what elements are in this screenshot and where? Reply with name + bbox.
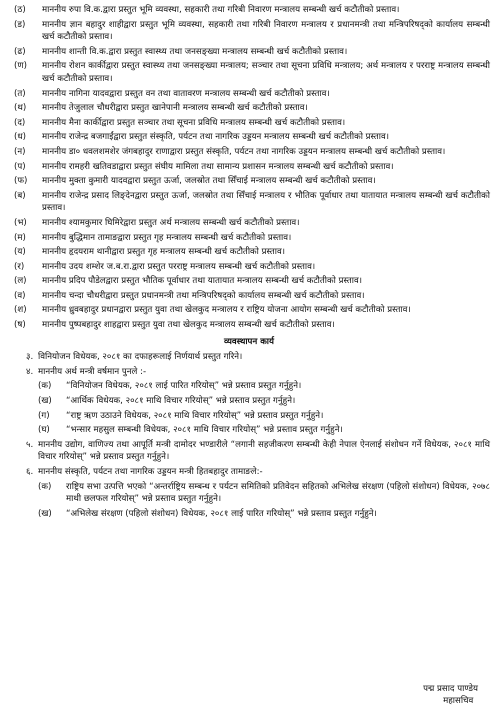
list-item bbox=[8, 261, 490, 274]
item-text: माननीय डा० धवलशमशेर जंगबहादुर राणाद्वारा प्रस्तुत संस्कृति, पर्यटन तथा नागरिक उड्डयन मन्त्रालय सम्बन्धी खर्च कटौतीको प्रस्ताव। bbox=[42, 146, 446, 157]
sub-item-label: (ख) bbox=[38, 396, 52, 407]
list-item bbox=[8, 60, 490, 85]
list-item bbox=[8, 246, 490, 259]
agenda-number: ५. bbox=[26, 439, 34, 450]
agenda-6-subitems bbox=[8, 481, 490, 521]
sub-item-text: “आर्थिक विधेयक, २०८१ माथि विचार गरियोस्” भन्ने प्रस्ताव प्रस्तुत गर्नुहुने। bbox=[66, 396, 296, 407]
item-label: (व) bbox=[14, 290, 26, 301]
agenda-4-subitems bbox=[8, 380, 490, 436]
signatory-name: पद्म प्रसाद पाण्डेय bbox=[423, 683, 478, 694]
item-label: (फ) bbox=[14, 176, 28, 187]
item-text: माननीय मैना कार्कीद्वारा प्रस्तुत सञ्चार तथा सूचना प्रविधि मन्त्रालय सम्बन्धी खर्च कटौतीको प्रस्ताव। bbox=[42, 117, 346, 128]
signatory-title: महासचिव bbox=[443, 696, 474, 707]
agenda-item-4 bbox=[8, 366, 490, 379]
item-label: (ब) bbox=[14, 190, 26, 201]
item-label: (थ) bbox=[14, 103, 27, 114]
sub-item-label: (घ) bbox=[38, 425, 50, 436]
list-item bbox=[8, 232, 490, 245]
item-label: (य) bbox=[14, 247, 26, 258]
item-label: (द) bbox=[14, 117, 26, 128]
sub-item-label: (क) bbox=[38, 381, 52, 392]
item-text: माननीय रुपा वि.क.द्वारा प्रस्तुत भूमि व्यवस्था, सहकारी तथा गरिबी निवारण मन्त्रालय सम्बन्धी खर्च कटौतीको प्रस्ताव। bbox=[42, 5, 400, 15]
list-item bbox=[8, 290, 490, 303]
item-text: माननीय बुद्धिमान तामाङद्वारा प्रस्तुत गृह मन्त्रालय सम्बन्धी खर्च कटौतीको प्रस्ताव। bbox=[42, 232, 292, 243]
sub-item-text: “अभिलेख संरक्षण (पहिलो संशोधन) विधेयक, २०८१ लाई पारित गरियोस्” भन्ने प्रस्ताव प्रस्तुत गर्नुहुने। bbox=[66, 508, 377, 519]
item-label: (ठ) bbox=[14, 5, 26, 15]
item-text: माननीय शान्ती वि.क.द्वारा प्रस्तुत स्वास्थ्य तथा जनसङ्ख्या मन्त्रालय सम्बन्धी खर्च कटौतीको प्रस्ताव। bbox=[42, 46, 348, 57]
list-item bbox=[8, 175, 490, 188]
section-heading: व्यवस्थापन कार्य bbox=[223, 336, 275, 347]
list-item bbox=[8, 19, 490, 44]
sub-item bbox=[8, 395, 490, 408]
item-text: माननीय हृदयराम थानीद्वारा प्रस्तुत गृह मन्त्रालय सम्बन्धी खर्च कटौतीको प्रस्ताव। bbox=[42, 247, 286, 258]
item-text: माननीय राजेन्द्र बजगाईंद्वारा प्रस्तुत संस्कृति, पर्यटन तथा नागरिक उड्डयन मन्त्रालय सम्बन्धी खर्च कटौतीको प्रस्ताव। bbox=[42, 132, 390, 143]
list-item bbox=[8, 102, 490, 115]
item-label: (ड) bbox=[14, 19, 26, 30]
item-label: (ण) bbox=[14, 61, 27, 72]
item-label: (त) bbox=[14, 88, 26, 99]
item-text: माननीय राजेन्द्र प्रसाद लिङ्देनद्वारा प्रस्तुत ऊर्जा, जलस्रोत तथा सिँचाई मन्त्रालय र भौतिक पूर्वाधार तथा यातायात मन्त्रालय सम्बन्धी खर्च कटौतीको प्रस्ताव। bbox=[42, 190, 490, 214]
list-item bbox=[8, 161, 490, 174]
list-item bbox=[8, 304, 490, 317]
item-text: माननीय नागिना यादवद्वारा प्रस्तुत वन तथा वातावरण मन्त्रालय सम्बन्धी खर्च कटौतीको प्रस्ताव। bbox=[42, 88, 330, 99]
sub-item bbox=[8, 424, 490, 437]
sub-item-text: “विनियोजन विधेयक, २०८१ लाई पारित गरियोस्” भन्ने प्रस्ताव प्रस्तुत गर्नुहुने। bbox=[66, 381, 302, 392]
sub-item-text: “राष्ट्र ऋण उठाउने विधेयक, २०८१ माथि विचार गरियोस्” भन्ने प्रस्ताव प्रस्तुत गर्नुहुने। bbox=[66, 410, 324, 421]
list-item bbox=[8, 319, 490, 332]
list-item bbox=[8, 217, 490, 230]
signature-block bbox=[423, 683, 478, 708]
item-text: माननीय प्रदिप पौडेलद्वारा प्रस्तुत भौतिक पूर्वाधार तथा यातायात मन्त्रालय सम्बन्धी खर्च कटौतीको प्रस्ताव। bbox=[42, 276, 362, 287]
item-text: माननीय चन्दा चौधरीद्वारा प्रस्तुत प्रधानमन्त्री तथा मन्त्रिपरिषद्को कार्यालय सम्बन्धी खर्च कटौतीको प्रस्ताव। bbox=[42, 290, 365, 301]
item-text: माननीय तेजुलाल चौधरीद्वारा प्रस्तुत खानेपानी मन्त्रालय सम्बन्धी खर्च कटौतीको प्रस्ताव। bbox=[42, 103, 308, 114]
item-label: (ल) bbox=[14, 276, 27, 287]
item-label: (भ) bbox=[14, 217, 27, 228]
agenda-number: ४. bbox=[26, 366, 34, 377]
sub-item bbox=[8, 380, 490, 393]
item-label: (श) bbox=[14, 305, 27, 316]
agenda-text: माननीय अर्थ मन्त्री वर्षमान पुनले :- bbox=[38, 366, 147, 377]
item-label: (न) bbox=[14, 146, 26, 157]
sub-item-text: राष्ट्रिय सभा उत्पत्ति भएको “अन्तर्राष्ट्रिय सम्बन्ध र पर्यटन समितिको प्रतिवेदन सहितको अभिलेख संरक्षण (पहिलो संशोधन) विधेयक, २०७८ माथी छलफल गरियोस्” भन्ने प्रस्ताव प्रस्तुत गर्नुहुने। bbox=[66, 481, 490, 505]
agenda-item-5 bbox=[8, 439, 490, 464]
item-text: माननीय रोशन कार्कीद्वारा प्रस्तुत स्वास्थ्य तथा जनसङ्ख्या मन्त्रालय; सञ्चार तथा सूचना प्रविधि मन्त्रालय; अर्थ मन्त्रालय र परराष्ट्र मन्त्रालय सम्बन्धी खर्च कटौतीको प्रस्ताव। bbox=[42, 61, 490, 84]
item-label: (म) bbox=[14, 232, 26, 243]
agenda-text: माननीय उद्योग, वाणिज्य तथा आपूर्ति मन्त्री दामोदर भण्डारीले “लगानी सहजीकरण सम्बन्धी केही नेपाल ऐनलाई संशोधन गर्ने विधेयक, २०८१ माथि विचार गरियोस्” भन्ने प्रस्ताव प्रस्तुत गर्नुहुने। bbox=[38, 439, 490, 463]
list-item bbox=[8, 117, 490, 130]
list-item bbox=[8, 46, 490, 59]
list-item bbox=[8, 88, 490, 101]
agenda-item-3 bbox=[8, 351, 490, 364]
sub-item bbox=[8, 410, 490, 423]
list-item bbox=[8, 275, 490, 288]
proposal-list bbox=[8, 4, 490, 332]
sub-item-text: “भन्सार महसुल सम्बन्धी विधेयक, २०८१ माथि विचार गरियोस्” भन्ने प्रस्ताव प्रस्तुत गर्नुहुने। bbox=[66, 425, 343, 436]
agenda-number: ६. bbox=[26, 467, 34, 477]
sub-item bbox=[8, 508, 490, 521]
item-text: माननीय मुक्ता कुमारी यादवद्वारा प्रस्तुत ऊर्जा, जलस्रोत तथा सिँचाई मन्त्रालय सम्बन्धी खर्च कटौतीको प्रस्ताव। bbox=[42, 176, 376, 187]
list-item bbox=[8, 131, 490, 144]
item-label: (प) bbox=[14, 161, 26, 172]
sub-item-label: (ख) bbox=[38, 508, 52, 519]
sub-item bbox=[8, 481, 490, 506]
item-text: माननीय रामहरी खतिवडाद्वारा प्रस्तुत संघीय मामिला तथा सामान्य प्रशासन मन्त्रालय सम्बन्धी खर्च कटौतीको प्रस्ताव। bbox=[42, 161, 394, 172]
item-label: (ध) bbox=[14, 132, 26, 143]
item-text: माननीय ध्रुवबहादुर प्रधानद्वारा प्रस्तुत युवा तथा खेलकुद मन्त्रालय र राष्ट्रिय योजना आयोग सम्बन्धी खर्च कटौतीको प्रस्ताव। bbox=[42, 305, 411, 316]
item-text: माननीय ज्ञान बहादुर शाहीद्वारा प्रस्तुत भूमि व्यवस्था, सहकारी तथा गरिबी निवारण मन्त्रालय र प्रधानमन्त्री तथा मन्त्रिपरिषद्को कार्यालय सम्बन्धी खर्च कटौतीको प्रस्ताव। bbox=[42, 19, 490, 43]
agenda-item-6 bbox=[8, 466, 490, 479]
item-label: (ष) bbox=[14, 320, 26, 331]
item-text: माननीय उदय शम्शेर ज.ब.रा.द्वारा प्रस्तुत परराष्ट्र मन्त्रालय सम्बन्धी खर्च कटौतीको प्रस्ताव। bbox=[42, 261, 316, 272]
item-label: (र) bbox=[14, 261, 25, 272]
item-text: माननीय श्यामकुमार घिमिरेद्वारा प्रस्तुत अर्थ मन्त्रालय सम्बन्धी खर्च कटौतीको प्रस्ताव। bbox=[42, 217, 300, 228]
sub-item-label: (ग) bbox=[38, 410, 50, 421]
item-text: माननीय पुष्पबहादुर शाहद्वारा प्रस्तुत युवा तथा खेलकुद मन्त्रालय सम्बन्धी खर्च कटौतीको प्रस्ताव। bbox=[42, 320, 335, 331]
sub-item-label: (क) bbox=[38, 481, 52, 492]
agenda-number: ३. bbox=[26, 352, 34, 363]
list-item bbox=[8, 4, 490, 17]
list-item bbox=[8, 146, 490, 159]
item-label: (ढ) bbox=[14, 46, 26, 57]
agenda-text: विनियोजन विधेयक, २०८१ का दफाहरूलाई निर्णयार्थ प्रस्तुत गरिने। bbox=[38, 352, 243, 363]
list-item bbox=[8, 190, 490, 215]
agenda-text: माननीय संस्कृति, पर्यटन तथा नागरिक उड्डयन मन्त्री हितबहादुर तामाङले:- bbox=[38, 467, 263, 477]
